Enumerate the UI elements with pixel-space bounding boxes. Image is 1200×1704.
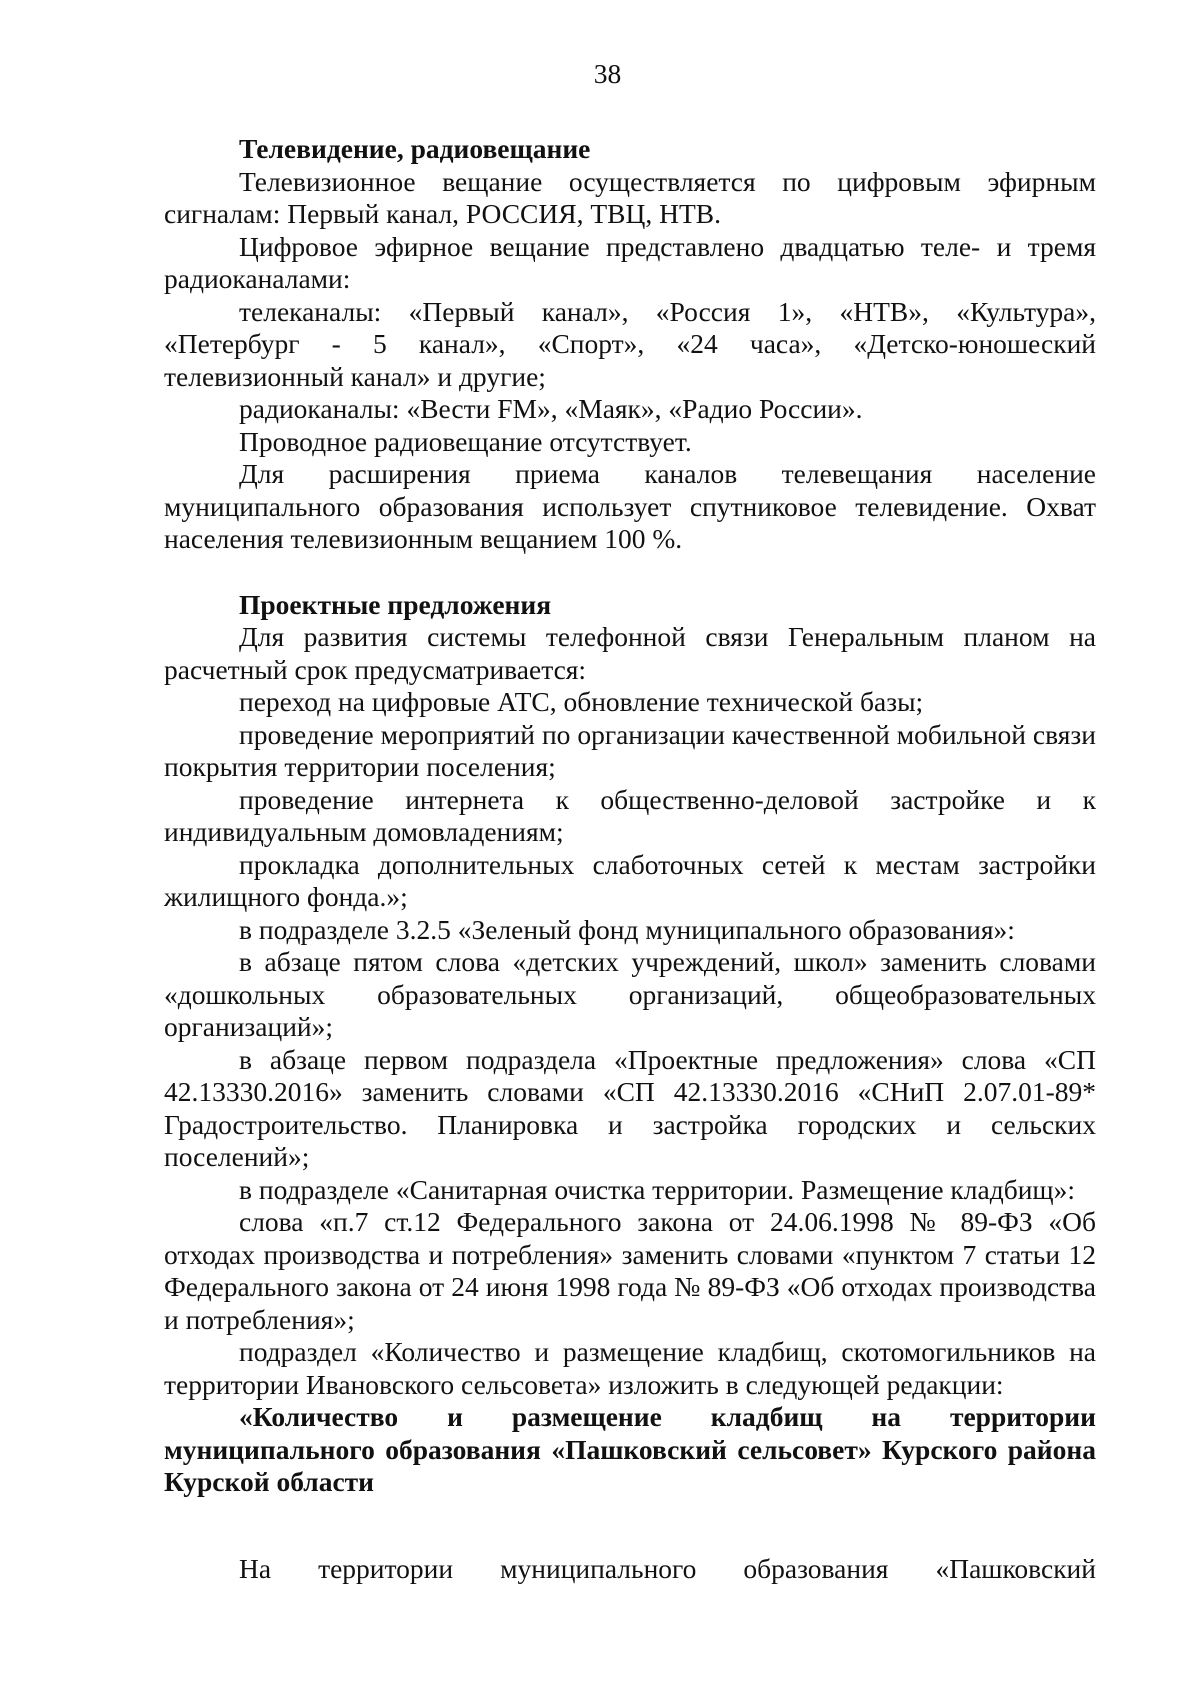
paragraph: в абзаце пятом слова «детских учреждений, школ» заменить словами «дошкольных образовательных организаций, общеобразовательных организаций»; [164,946,1096,1042]
paragraph: подраздел «Количество и размещение кладбищ, скотомогильников на территории Ивановского сельсовета» изложить в следующей редакции: [164,1336,1096,1400]
paragraph: Проводное радиовещание отсутствует. [239,425,692,457]
paragraph: в подразделе «Санитарная очистка территории. Размещение кладбищ»: [239,1173,1075,1205]
paragraph: в подразделе 3.2.5 «Зеленый фонд муниципального образования»: [239,913,1015,945]
paragraph: Телевизионное вещание осуществляется по цифровым эфирным сигналам: Первый канал, РОССИЯ, ТВЦ, НТВ. [164,165,1096,229]
paragraph: переход на цифровые АТС, обновление технической базы; [239,686,924,717]
paragraph: в абзаце первом подраздела «Проектные предложения» слова «СП 42.13330.2016» заменить словами «СП 42.13330.2016 «СНиП 2.07.01-89* Градостроительство. Планировка и застройка городских и сельских поселений»; [164,1043,1096,1172]
document-body [164,133,1096,1585]
paragraph: прокладка дополнительных слаботочных сетей к местам застройки жилищного фонда.»; [164,848,1096,912]
paragraph: слова «п.7 ст.12 Федерального закона от 24.06.1998 № 89-ФЗ «Об отходах производства и потребления» заменить словами «пунктом 7 статьи 12 Федерального закона от 24 июня 1998 года № 89-ФЗ «Об отходах производства и потребления»; [164,1206,1096,1335]
paragraph: проведение интернета к общественно-деловой застройке и к индивидуальным домовладениям; [164,783,1096,847]
section-heading-tv: Телевидение, радиовещание [239,133,591,164]
paragraph: Для развития системы телефонной связи Генеральным планом на расчетный срок предусматривается: [164,621,1096,685]
section-heading-cemeteries: «Количество и размещение кладбищ на территории муниципального образования «Пашковский сельсовет» Курского района Курской области [164,1401,1096,1497]
page-number: 38 [593,58,622,89]
paragraph: телеканалы: «Первый канал», «Россия 1», «НТВ», «Культура», «Петербург - 5 канал», «Спорт», «24 часа», «Детско-юношеский телевизионный канал» и другие; [164,295,1096,392]
section-heading-proposals: Проектные предложения [239,588,552,620]
paragraph: Для расширения приема каналов телевещания население муниципального образования использует спутниковое телевидение. Охват населения телевизионным вещанием 100 %. [164,458,1096,554]
paragraph: Цифровое эфирное вещание представлено двадцатью теле- и тремя радиоканалами: [164,230,1096,294]
paragraph: радиоканалы: «Вести FM», «Маяк», «Радио России». [239,393,863,424]
paragraph: проведение мероприятий по организации качественной мобильной связи покрытия территории поселения; [164,718,1096,782]
paragraph: На территории муниципального образования «Пашковский [239,1552,1096,1584]
